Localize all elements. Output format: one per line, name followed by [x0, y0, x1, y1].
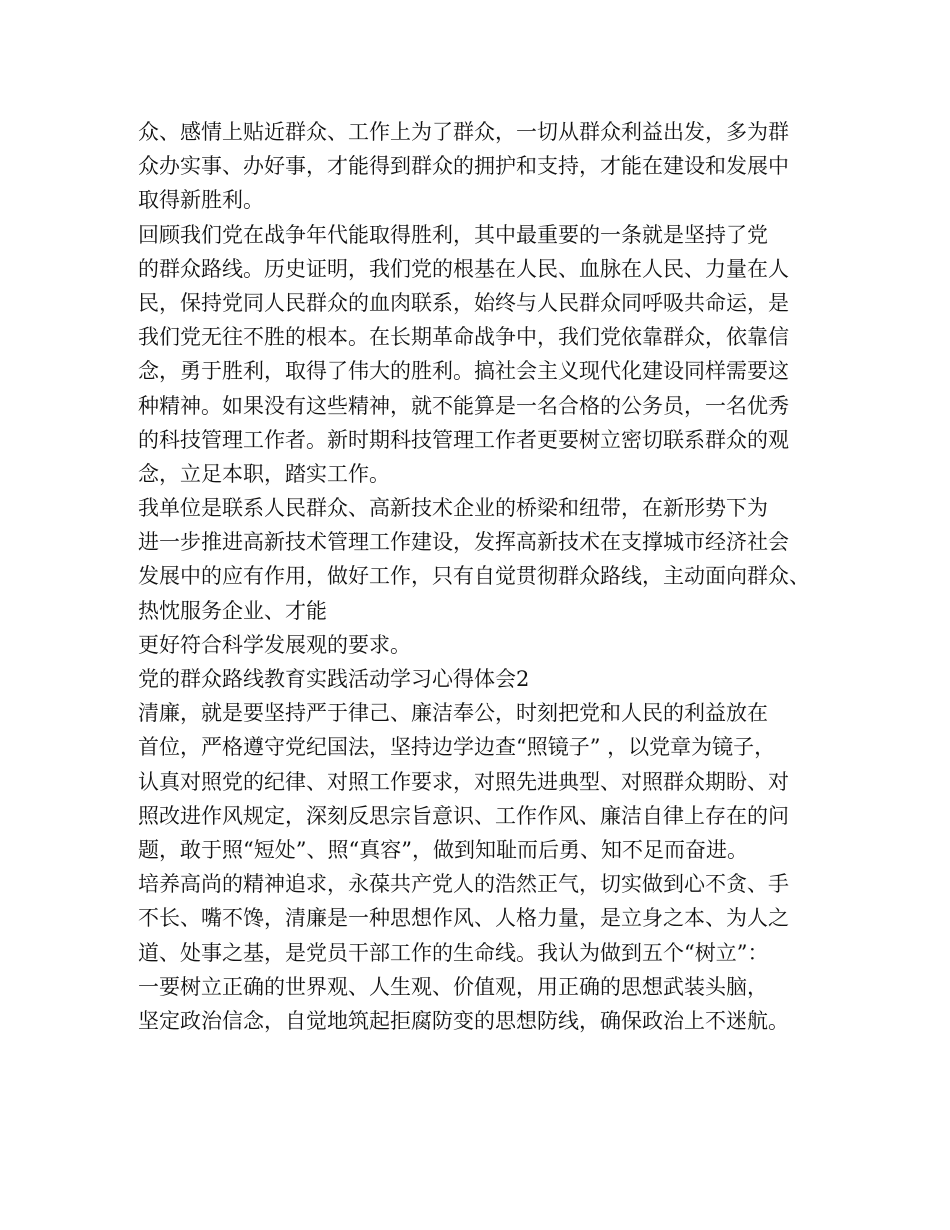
text-line: 念，立足本职，踏实工作。 — [138, 461, 390, 486]
text-line: 题，敢于照“短处”、照“真容”，做到知耻而后勇、知不足而奋进。 — [138, 837, 748, 862]
text-line: 首位，严格遵守党纪国法，坚持边学边查“照镜子” ，以党章为镜子， — [138, 735, 776, 760]
text-line: 热忱服务企业、才能 — [138, 598, 327, 623]
text-line: 众办实事、办好事，才能得到群众的拥护和支持，才能在建设和发展中 — [138, 154, 789, 179]
text-line: 清廉，就是要坚持严于律己、廉洁奉公，时刻把党和人民的利益放在 — [138, 701, 768, 726]
text-line: 一要树立正确的世界观、人生观、价值观，用正确的思想武装头脑， — [138, 974, 768, 999]
text-line: 进一步推进高新技术管理工作建设，发挥高新技术在支撑城市经济社会 — [138, 530, 789, 555]
text-line: 道、处事之基，是党员干部工作的生命线。我认为做到五个“树立”： — [138, 940, 769, 965]
section-heading: 党的群众路线教育实践活动学习心得体会2 — [138, 667, 530, 691]
text-line: 众、感情上贴近群众、工作上为了群众，一切从群众利益出发，多为群 — [138, 120, 789, 144]
text-line: 民，保持党同人民群众的血肉联系，始终与人民群众同呼吸共命运，是 — [138, 290, 789, 315]
text-line: 认真对照党的纪律、对照工作要求，对照先进典型、对照群众期盼、对 — [138, 769, 789, 794]
text-line: 种精神。如果没有这些精神，就不能算是一名合格的公务员，一名优秀 — [138, 393, 789, 418]
text-line: 坚定政治信念，自觉地筑起拒腐防变的思想防线，确保政治上不迷航。 — [138, 1008, 789, 1033]
text-line: 不长、嘴不馋，清廉是一种思想作风、人格力量，是立身之本、为人之 — [138, 906, 789, 931]
document-body — [138, 115, 828, 1038]
text-line: 取得新胜利。 — [138, 188, 264, 213]
text-line: 我们党无往不胜的根本。在长期革命战争中，我们党依靠群众，依靠信 — [138, 325, 789, 350]
text-line: 照改进作风规定，深刻反思宗旨意识、工作作风、廉洁自律上存在的问 — [138, 803, 789, 828]
text-line: 更好符合科学发展观的要求。 — [138, 632, 411, 657]
text-line: 念，勇于胜利，取得了伟大的胜利。搞社会主义现代化建设同样需要这 — [138, 359, 789, 384]
text-line: 回顾我们党在战争年代能取得胜利，其中最重要的一条就是坚持了党 — [138, 222, 768, 247]
text-line: 培养高尚的精神追求，永葆共产党人的浩然正气，切实做到心不贪、手 — [138, 872, 789, 897]
text-line: 我单位是联系人民群众、高新技术企业的桥梁和纽带，在新形势下为 — [138, 496, 768, 521]
text-line: 发展中的应有作用，做好工作，只有自觉贯彻群众路线，主动面向群众、 — [138, 564, 810, 589]
text-line: 的科技管理工作者。新时期科技管理工作者更要树立密切联系群众的观 — [138, 427, 789, 452]
text-line: 的群众路线。历史证明，我们党的根基在人民、血脉在人民、力量在人 — [138, 256, 789, 281]
